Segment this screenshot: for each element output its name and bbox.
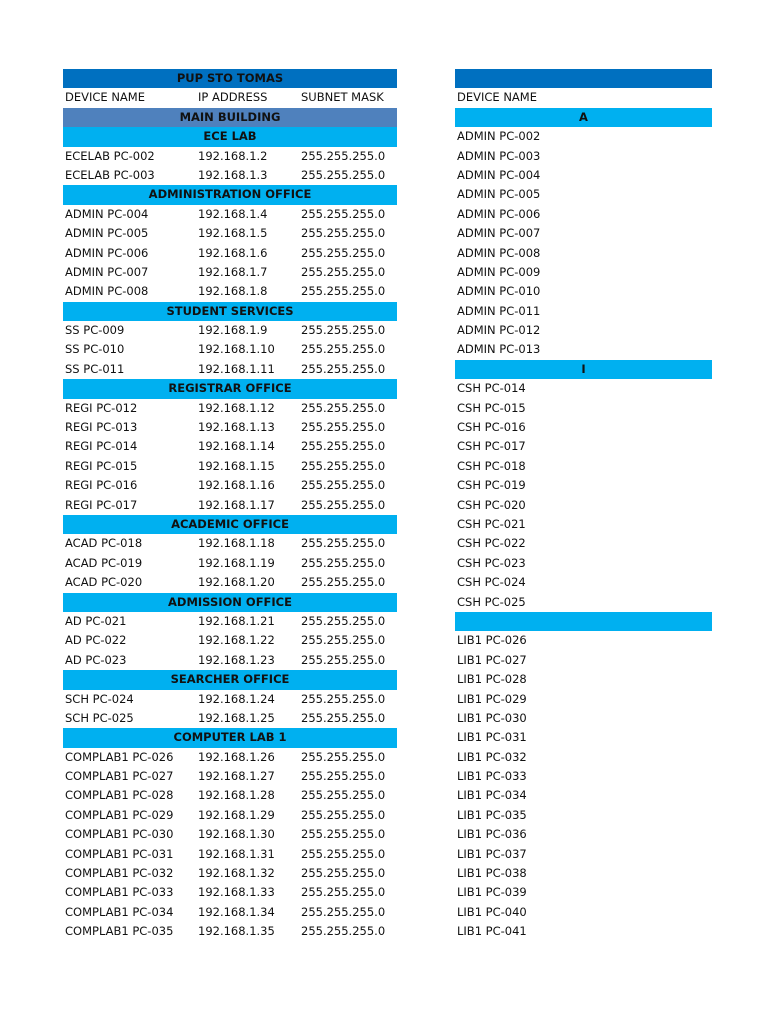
- subnet-mask-cell: 255.255.255.0: [301, 342, 386, 357]
- ip-address-cell: 192.168.1.27: [198, 769, 275, 784]
- table-row: [63, 166, 397, 185]
- ip-address-cell: 192.168.1.17: [198, 497, 275, 512]
- table-row: [63, 360, 397, 379]
- table-row: [63, 496, 397, 515]
- section-header: ECE LAB: [63, 127, 397, 146]
- device-name-cell: CSH PC-024: [457, 575, 526, 590]
- device-name-cell: ADMIN PC-008: [65, 284, 149, 299]
- device-name-cell: LIB1 PC-039: [457, 885, 527, 900]
- table-row: [63, 903, 397, 922]
- subnet-mask-cell: 255.255.255.0: [301, 206, 386, 221]
- table-row: [455, 534, 712, 553]
- device-name-cell: ADMIN PC-004: [65, 206, 149, 221]
- subnet-mask-cell: 255.255.255.0: [301, 245, 386, 260]
- device-name-cell: COMPLAB1 PC-030: [65, 827, 174, 842]
- table-row: [455, 554, 712, 573]
- table-row: [63, 690, 397, 709]
- subnet-mask-cell: 255.255.255.0: [301, 866, 386, 881]
- device-name-cell: LIB1 PC-038: [457, 866, 527, 881]
- table-row: [63, 282, 397, 301]
- device-name-cell: CSH PC-017: [457, 439, 526, 454]
- subnet-mask-cell: 255.255.255.0: [301, 361, 386, 376]
- ip-address-cell: 192.168.1.29: [198, 807, 275, 822]
- table-row: [455, 147, 712, 166]
- table-row: [63, 573, 397, 592]
- device-name-cell: CSH PC-025: [457, 594, 526, 609]
- device-name-cell: REGI PC-016: [65, 478, 138, 493]
- header-row: [63, 88, 397, 107]
- device-name-cell: REGI PC-012: [65, 400, 138, 415]
- table-row: [455, 806, 712, 825]
- subnet-mask-cell: 255.255.255.0: [301, 478, 386, 493]
- device-name-cell: LIB1 PC-037: [457, 846, 527, 861]
- subnet-mask-cell: 255.255.255.0: [301, 323, 386, 338]
- table-row: [63, 437, 397, 456]
- device-name-cell: REGI PC-013: [65, 420, 138, 435]
- subnet-mask-cell: 255.255.255.0: [301, 749, 386, 764]
- device-name-cell: ECELAB PC-003: [65, 167, 155, 182]
- table-row: [455, 709, 712, 728]
- device-name-cell: COMPLAB1 PC-028: [65, 788, 174, 803]
- ip-address-cell: 192.168.1.25: [198, 710, 275, 725]
- device-name-cell: ADMIN PC-007: [457, 226, 541, 241]
- device-name-cell: ADMIN PC-002: [457, 129, 541, 144]
- ip-address-cell: 192.168.1.32: [198, 866, 275, 881]
- device-name-cell: SCH PC-024: [65, 691, 134, 706]
- table-row: [63, 224, 397, 243]
- subnet-mask-cell: 255.255.255.0: [301, 652, 386, 667]
- device-name-cell: ADMIN PC-008: [457, 245, 541, 260]
- table-row: [455, 767, 712, 786]
- ip-address-cell: 192.168.1.24: [198, 691, 275, 706]
- table-row: [63, 806, 397, 825]
- device-name-cell: ADMIN PC-013: [457, 342, 541, 357]
- table-row: [455, 728, 712, 747]
- table-row: [455, 263, 712, 282]
- right-header-row: [455, 88, 712, 107]
- table-row: [455, 476, 712, 495]
- device-name-cell: AD PC-021: [65, 613, 127, 628]
- device-name-cell: CSH PC-023: [457, 555, 526, 570]
- device-name-cell: LIB1 PC-035: [457, 807, 527, 822]
- ip-address-cell: 192.168.1.2: [198, 148, 268, 163]
- device-name-cell: ACAD PC-020: [65, 575, 143, 590]
- subnet-mask-cell: 255.255.255.0: [301, 691, 386, 706]
- table-row: [63, 476, 397, 495]
- device-name-cell: ADMIN PC-005: [457, 187, 541, 202]
- subnet-mask-cell: 255.255.255.0: [301, 284, 386, 299]
- device-name-cell: CSH PC-021: [457, 516, 526, 531]
- table-row: [455, 670, 712, 689]
- device-name-cell: AD PC-022: [65, 633, 127, 648]
- ip-address-cell: 192.168.1.30: [198, 827, 275, 842]
- device-name-cell: CSH PC-019: [457, 478, 526, 493]
- table-row: [455, 418, 712, 437]
- table-row: [455, 883, 712, 902]
- table-row: [455, 651, 712, 670]
- subnet-mask-cell: 255.255.255.0: [301, 575, 386, 590]
- device-name-cell: SS PC-009: [65, 323, 125, 338]
- device-name-cell: REGI PC-017: [65, 497, 138, 512]
- subnet-mask-cell: 255.255.255.0: [301, 400, 386, 415]
- ip-address-cell: 192.168.1.15: [198, 458, 275, 473]
- table-row: [455, 515, 712, 534]
- ip-address-cell: 192.168.1.34: [198, 904, 275, 919]
- table-row: [63, 534, 397, 553]
- table-title: PUP STO TOMAS: [63, 69, 397, 88]
- device-name-cell: LIB1 PC-027: [457, 652, 527, 667]
- subnet-mask-cell: 255.255.255.0: [301, 439, 386, 454]
- table-row: [455, 690, 712, 709]
- ip-address-cell: 192.168.1.31: [198, 846, 275, 861]
- ip-address-cell: 192.168.1.14: [198, 439, 275, 454]
- table-row: [455, 340, 712, 359]
- table-row: [455, 573, 712, 592]
- device-name-cell: AD PC-023: [65, 652, 127, 667]
- table-row: [63, 399, 397, 418]
- table-row: [63, 786, 397, 805]
- table-row: [63, 612, 397, 631]
- ip-address-cell: 192.168.1.3: [198, 167, 268, 182]
- table-row: [455, 379, 712, 398]
- table-row: [63, 631, 397, 650]
- table-row: [455, 864, 712, 883]
- right-network-table: [455, 69, 712, 942]
- subnet-mask-cell: 255.255.255.0: [301, 769, 386, 784]
- ip-address-cell: 192.168.1.33: [198, 885, 275, 900]
- device-name-cell: LIB1 PC-029: [457, 691, 527, 706]
- table-row: [63, 748, 397, 767]
- device-name-cell: SCH PC-025: [65, 710, 134, 725]
- table-row: [63, 554, 397, 573]
- table-row: [63, 244, 397, 263]
- ip-address-cell: 192.168.1.5: [198, 226, 268, 241]
- table-row: [455, 748, 712, 767]
- header-device-name: DEVICE NAME: [65, 90, 145, 105]
- device-name-cell: LIB1 PC-034: [457, 788, 527, 803]
- ip-address-cell: 192.168.1.11: [198, 361, 275, 376]
- device-name-cell: SS PC-010: [65, 342, 125, 357]
- device-name-cell: COMPLAB1 PC-029: [65, 807, 174, 822]
- table-row: [455, 302, 712, 321]
- device-name-cell: COMPLAB1 PC-027: [65, 769, 174, 784]
- table-row: [455, 166, 712, 185]
- table-row: [455, 786, 712, 805]
- device-name-cell: ADMIN PC-009: [457, 264, 541, 279]
- subnet-mask-cell: 255.255.255.0: [301, 613, 386, 628]
- subnet-mask-cell: 255.255.255.0: [301, 226, 386, 241]
- section-header: COMPUTER LAB 1: [63, 728, 397, 747]
- table-row: [63, 864, 397, 883]
- device-name-cell: ADMIN PC-011: [457, 303, 541, 318]
- right-section-header: [455, 612, 712, 631]
- section-header: ACADEMIC OFFICE: [63, 515, 397, 534]
- device-name-cell: ADMIN PC-012: [457, 323, 541, 338]
- ip-address-cell: 192.168.1.6: [198, 245, 268, 260]
- table-row: [63, 457, 397, 476]
- device-name-cell: COMPLAB1 PC-033: [65, 885, 174, 900]
- device-name-cell: ADMIN PC-004: [457, 167, 541, 182]
- table-row: [455, 457, 712, 476]
- device-name-cell: LIB1 PC-028: [457, 672, 527, 687]
- subnet-mask-cell: 255.255.255.0: [301, 633, 386, 648]
- device-name-cell: ACAD PC-018: [65, 536, 143, 551]
- right-section-header: A: [455, 108, 712, 127]
- table-row: [63, 709, 397, 728]
- table-row: [63, 922, 397, 941]
- table-row: [63, 321, 397, 340]
- ip-address-cell: 192.168.1.19: [198, 555, 275, 570]
- ip-address-cell: 192.168.1.23: [198, 652, 275, 667]
- device-name-cell: LIB1 PC-040: [457, 904, 527, 919]
- table-row: [63, 340, 397, 359]
- table-row: [63, 418, 397, 437]
- table-row: [455, 321, 712, 340]
- ip-address-cell: 192.168.1.22: [198, 633, 275, 648]
- device-name-cell: REGI PC-014: [65, 439, 138, 454]
- right-header-device-name: DEVICE NAME: [457, 90, 537, 105]
- ip-address-cell: 192.168.1.9: [198, 323, 268, 338]
- table-row: [455, 825, 712, 844]
- device-name-cell: ADMIN PC-010: [457, 284, 541, 299]
- table-row: [455, 496, 712, 515]
- device-name-cell: LIB1 PC-031: [457, 730, 527, 745]
- table-row: [63, 767, 397, 786]
- device-name-cell: SS PC-011: [65, 361, 125, 376]
- table-row: [455, 845, 712, 864]
- device-name-cell: COMPLAB1 PC-026: [65, 749, 174, 764]
- left-network-table: [63, 69, 397, 942]
- section-header: STUDENT SERVICES: [63, 302, 397, 321]
- ip-address-cell: 192.168.1.13: [198, 420, 275, 435]
- header-ip-address: IP ADDRESS: [198, 90, 268, 105]
- section-header: ADMISSION OFFICE: [63, 593, 397, 612]
- device-name-cell: LIB1 PC-033: [457, 769, 527, 784]
- subnet-mask-cell: 255.255.255.0: [301, 264, 386, 279]
- right-section-header: I: [455, 360, 712, 379]
- device-name-cell: LIB1 PC-032: [457, 749, 527, 764]
- subnet-mask-cell: 255.255.255.0: [301, 788, 386, 803]
- subnet-mask-cell: 255.255.255.0: [301, 710, 386, 725]
- subnet-mask-cell: 255.255.255.0: [301, 924, 386, 939]
- table-row: [455, 185, 712, 204]
- table-row: [455, 593, 712, 612]
- ip-address-cell: 192.168.1.35: [198, 924, 275, 939]
- ip-address-cell: 192.168.1.28: [198, 788, 275, 803]
- device-name-cell: ADMIN PC-007: [65, 264, 149, 279]
- device-name-cell: COMPLAB1 PC-032: [65, 866, 174, 881]
- device-name-cell: REGI PC-015: [65, 458, 138, 473]
- subnet-mask-cell: 255.255.255.0: [301, 167, 386, 182]
- device-name-cell: ACAD PC-019: [65, 555, 143, 570]
- device-name-cell: ADMIN PC-005: [65, 226, 149, 241]
- table-row: [455, 903, 712, 922]
- section-header: SEARCHER OFFICE: [63, 670, 397, 689]
- device-name-cell: ADMIN PC-006: [457, 206, 541, 221]
- subnet-mask-cell: 255.255.255.0: [301, 458, 386, 473]
- table-row: [63, 263, 397, 282]
- device-name-cell: LIB1 PC-026: [457, 633, 527, 648]
- table-row: [455, 282, 712, 301]
- table-row: [63, 651, 397, 670]
- device-name-cell: LIB1 PC-036: [457, 827, 527, 842]
- device-name-cell: LIB1 PC-041: [457, 924, 527, 939]
- right-table-body: [455, 108, 712, 942]
- subnet-mask-cell: 255.255.255.0: [301, 497, 386, 512]
- subnet-mask-cell: 255.255.255.0: [301, 536, 386, 551]
- table-row: [455, 922, 712, 941]
- device-name-cell: CSH PC-015: [457, 400, 526, 415]
- table-row: [455, 631, 712, 650]
- device-name-cell: ADMIN PC-003: [457, 148, 541, 163]
- subnet-mask-cell: 255.255.255.0: [301, 148, 386, 163]
- section-header: REGISTRAR OFFICE: [63, 379, 397, 398]
- table-row: [455, 127, 712, 146]
- device-name-cell: COMPLAB1 PC-031: [65, 846, 174, 861]
- ip-address-cell: 192.168.1.26: [198, 749, 275, 764]
- ip-address-cell: 192.168.1.4: [198, 206, 268, 221]
- device-name-cell: CSH PC-020: [457, 497, 526, 512]
- device-name-cell: CSH PC-016: [457, 420, 526, 435]
- table-row: [455, 244, 712, 263]
- ip-address-cell: 192.168.1.21: [198, 613, 275, 628]
- ip-address-cell: 192.168.1.10: [198, 342, 275, 357]
- building-band: MAIN BUILDING: [63, 108, 397, 127]
- ip-address-cell: 192.168.1.16: [198, 478, 275, 493]
- table-row: [63, 883, 397, 902]
- table-row: [455, 224, 712, 243]
- ip-address-cell: 192.168.1.8: [198, 284, 268, 299]
- table-row: [63, 205, 397, 224]
- right-title-band: [455, 69, 712, 88]
- subnet-mask-cell: 255.255.255.0: [301, 904, 386, 919]
- ip-address-cell: 192.168.1.20: [198, 575, 275, 590]
- device-name-cell: CSH PC-018: [457, 458, 526, 473]
- subnet-mask-cell: 255.255.255.0: [301, 827, 386, 842]
- table-row: [455, 399, 712, 418]
- ip-address-cell: 192.168.1.12: [198, 400, 275, 415]
- device-name-cell: CSH PC-022: [457, 536, 526, 551]
- subnet-mask-cell: 255.255.255.0: [301, 846, 386, 861]
- device-name-cell: COMPLAB1 PC-034: [65, 904, 174, 919]
- table-row: [63, 825, 397, 844]
- device-name-cell: ADMIN PC-006: [65, 245, 149, 260]
- device-name-cell: COMPLAB1 PC-035: [65, 924, 174, 939]
- ip-address-cell: 192.168.1.18: [198, 536, 275, 551]
- subnet-mask-cell: 255.255.255.0: [301, 555, 386, 570]
- device-name-cell: ECELAB PC-002: [65, 148, 155, 163]
- left-table-body: [63, 127, 397, 941]
- ip-address-cell: 192.168.1.7: [198, 264, 268, 279]
- table-row: [63, 845, 397, 864]
- table-row: [63, 147, 397, 166]
- subnet-mask-cell: 255.255.255.0: [301, 807, 386, 822]
- device-name-cell: LIB1 PC-030: [457, 710, 527, 725]
- subnet-mask-cell: 255.255.255.0: [301, 420, 386, 435]
- device-name-cell: CSH PC-014: [457, 381, 526, 396]
- header-subnet-mask: SUBNET MASK: [301, 90, 384, 105]
- table-row: [455, 437, 712, 456]
- section-header: ADMINISTRATION OFFICE: [63, 185, 397, 204]
- table-row: [455, 205, 712, 224]
- subnet-mask-cell: 255.255.255.0: [301, 885, 386, 900]
